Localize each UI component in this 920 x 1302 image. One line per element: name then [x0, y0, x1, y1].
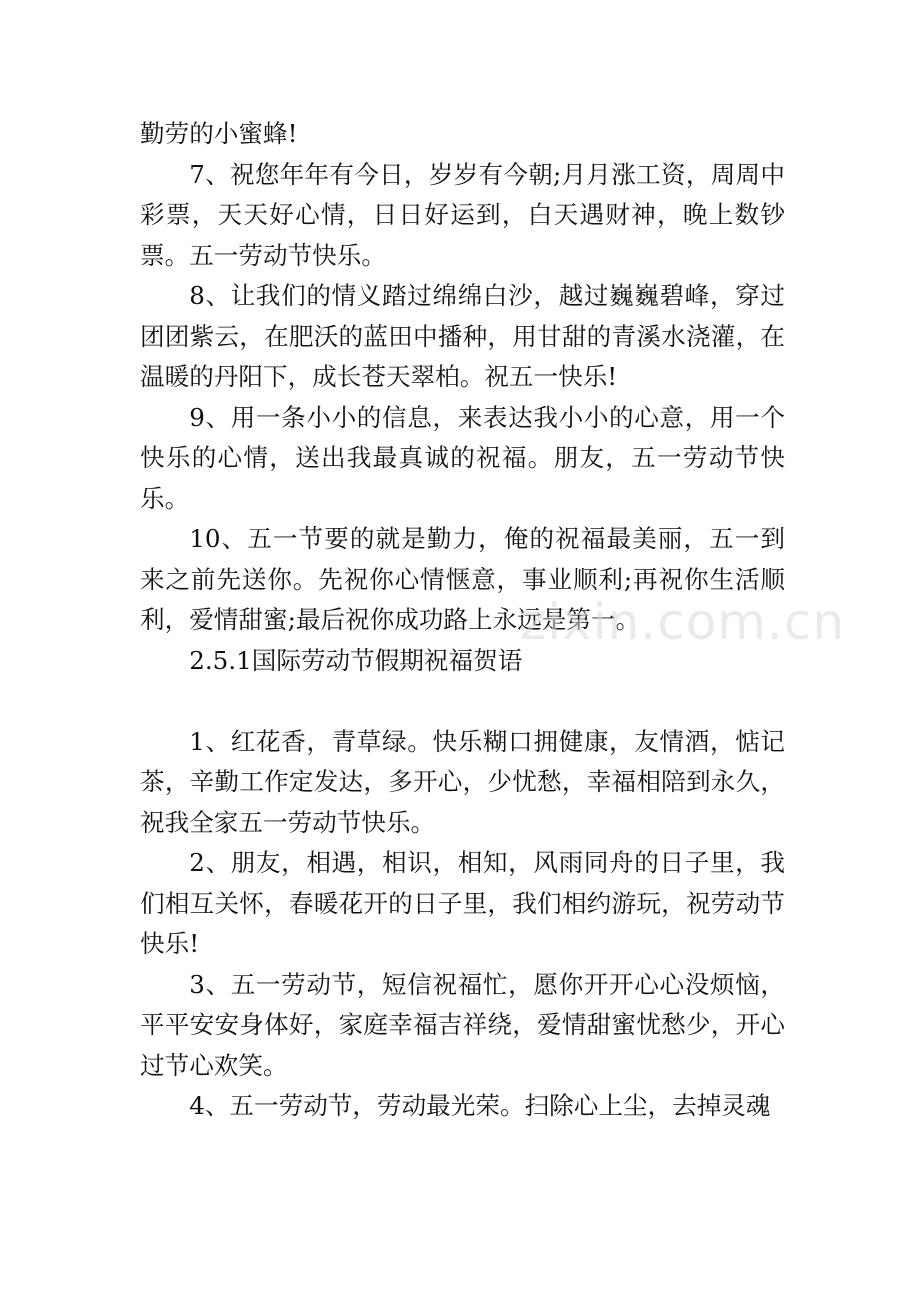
- paragraph-item-8: 8、让我们的情义踏过绵绵白沙，越过巍巍碧峰，穿过团团紫云，在肥沃的蓝田中播种，用甘甜的青溪水浇灌，在温暖的丹阳下，成长苍天翠柏。祝五一快乐!: [140, 281, 785, 391]
- paragraph-item-7: 7、祝您年年有今日，岁岁有今朝;月月涨工资，周周中彩票，天天好心情，日日好运到，白天遇财神，晚上数钞票。五一劳动节快乐。: [140, 159, 785, 270]
- watermark: zixin.com.cn: [520, 593, 846, 651]
- paragraph-continuation: 勤劳的小蜜蜂!: [140, 119, 298, 148]
- blank-line: [140, 681, 785, 722]
- paragraph-item-4: 4、五一劳动节，劳动最光荣。扫除心上尘，去掉灵魂: [189, 1091, 771, 1120]
- paragraph-item-9: 9、用一条小小的信息，来表达我小小的心意，用一个快乐的心情，送出我最真诚的祝福。朋友，五一劳动节快乐。: [140, 402, 785, 513]
- paragraph-item-1: 1、红花香，青草绿。快乐糊口拥健康，友情酒，惦记茶，辛勤工作定发达，多开心，少忧愁，幸福相陪到永久，祝我全家五一劳动节快乐。: [140, 726, 785, 837]
- paragraph-item-3: 3、五一劳动节，短信祝福忙，愿你开开心心没烦恼，平平安安身体好，家庭幸福吉祥绕，爱情甜蜜忧愁少，开心过节心欢笑。: [140, 969, 785, 1080]
- section-heading: 2.5.1国际劳动节假期祝福贺语: [189, 645, 523, 675]
- paragraph-item-10: 10、五一节要的就是勤力，俺的祝福最美丽，五一到来之前先送你。先祝你心情惬意，事业顺利;再祝你生活顺利，爱情甜蜜;最后祝你成功路上永远是第一。: [140, 524, 785, 634]
- paragraph-item-2: 2、朋友，相遇，相识，相知，风雨同舟的日子里，我们相互关怀，春暖花开的日子里，我们相约游玩，祝劳动节快乐!: [140, 848, 785, 958]
